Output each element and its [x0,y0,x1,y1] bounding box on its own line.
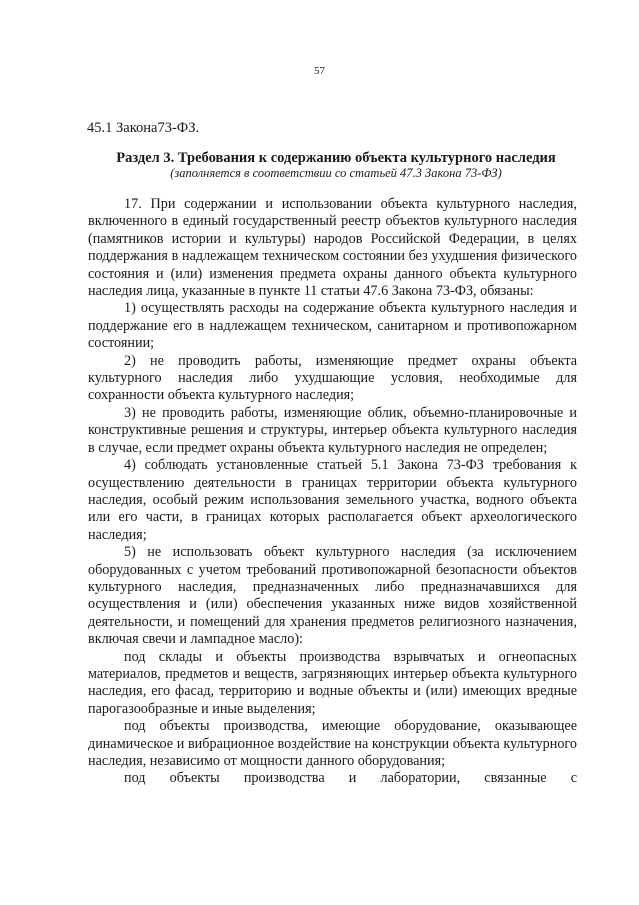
paragraph-item-4: 4) соблюдать установленные статьей 5.1 Закона 73-ФЗ требования к осуществлению деятельности в границах территории объекта культурного наследия, особый режим использования земельного участка, водного объекта или его части, в границах которых располагается объект археологического наследия; [88,457,577,543]
section-title: Раздел 3. Требования к содержанию объекта культурного наследия [116,150,556,166]
section-subtitle: (заполняется в соответствии со статьей 47.3 Закона 73-ФЗ) [170,166,502,180]
paragraph-17: 17. При содержании и использовании объекта культурного наследия, включенного в единый государственный реестр объектов культурного наследия (памятников истории и культуры) народов Российской Федерации, в целях поддержания в надлежащем техническом состоянии без ухудшения физического состояния и (или) изменения предмета охраны данного объекта культурного наследия лица, указанные в пункте 11 статьи 47.6 Закона 73-ФЗ, обязаны: [88,196,577,300]
document-body [88,196,577,788]
reference-line: 45.1 Закона73-ФЗ. [87,120,200,136]
paragraph-laboratories: под объекты производства и лаборатории, связанные с [124,770,577,787]
paragraph-item-5: 5) не использовать объект культурного наследия (за исключением оборудованных с учетом требований противопожарной безопасности объектов культурного наследия, предназначенных либо предназначавшихся для осуществления и (или) обеспечения указанных ниже видов хозяйственной деятельности, и помещений для хранения предметов религиозного назначения, включая свечи и лампадное масло): [88,544,577,648]
paragraph-item-1: 1) осуществлять расходы на содержание объекта культурного наследия и поддержание его в надлежащем техническом, санитарном и противопожарном состоянии; [88,300,577,352]
paragraph-item-3: 3) не проводить работы, изменяющие облик, объемно-планировочные и конструктивные решения и структуры, интерьер объекта культурного наследия в случае, если предмет охраны объекта культурного наследия не определен; [88,404,577,456]
paragraph-warehouses: под склады и объекты производства взрывчатых и огнеопасных материалов, предметов и веществ, загрязняющих интерьер объекта культурного наследия, его фасад, территорию и водные объекты и (или) имеющих вредные парогазообразные и иные выделения; [88,648,577,717]
paragraph-production-equipment: под объекты производства, имеющие оборудование, оказывающее динамическое и вибрационное воздействие на конструкции объекта культурного наследия, независимо от мощности данного оборудования; [88,718,577,769]
paragraph-item-2: 2) не проводить работы, изменяющие предмет охраны объекта культурного наследия либо ухудшающие условия, необходимые для сохранности объекта культурного наследия; [88,352,577,404]
page-number: 57 [314,65,325,77]
